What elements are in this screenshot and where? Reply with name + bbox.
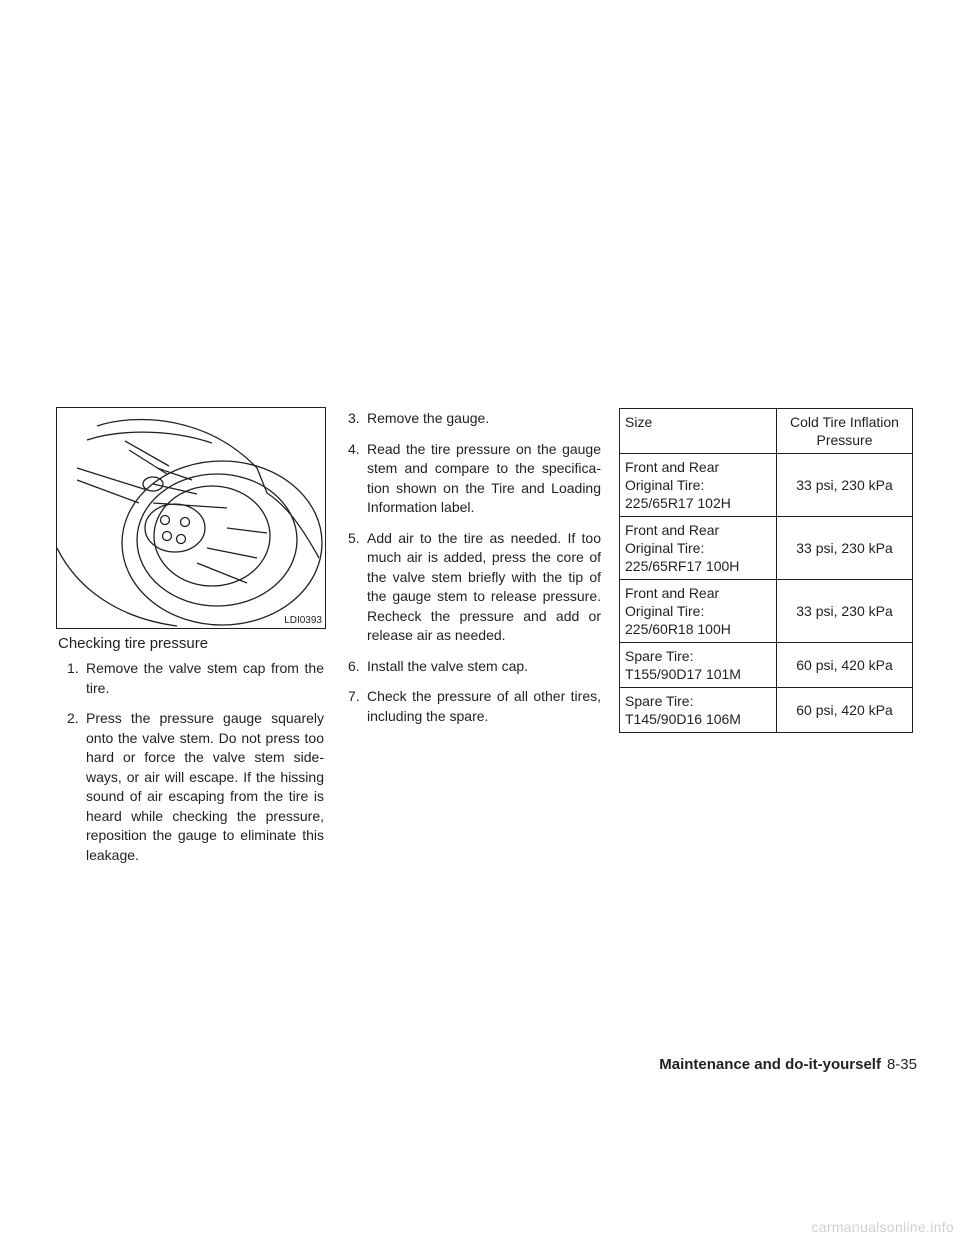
step-number: 7. [348,688,360,704]
tire-size-cell: Front and Rear Original Tire: 225/65RF17 100H [620,517,777,580]
tire-size-cell: Spare Tire: T155/90D17 101M [620,643,777,688]
tire-pressure-figure [56,407,326,629]
footer-section-title: Maintenance and do-it-yourself [659,1056,881,1073]
step-number: 5. [348,529,360,546]
table-row [620,517,913,580]
step-text: Remove the gauge. [367,410,490,426]
table-row [620,688,913,733]
pressure-cell: 60 psi, 420 kPa [777,643,913,688]
table-row [620,580,913,643]
page-number: 8-35 [886,1056,917,1073]
step-text: Press the pressure gauge squarely onto the valve stem. Do not press too hard or force the valve stem side-ways, or air will escape. If the hissing sound of air escaping from the tire is heard while checking the pressure, reposition the gauge to eliminate this leakage. [86,710,324,863]
table-header-row [620,409,913,454]
step-text: Check the pressure of all other tires, including the spare. [367,688,601,724]
step-number: 4. [348,440,360,457]
list-item [348,657,601,677]
list-item [348,529,601,646]
step-number: 6. [348,657,360,674]
pressure-cell: 33 psi, 230 kPa [777,580,913,643]
watermark: carmanualsonline.info [811,1219,954,1235]
tire-size-cell: Front and Rear Original Tire: 225/65R17 102H [620,454,777,517]
tire-size-cell: Front and Rear Original Tire: 225/60R18 100H [620,580,777,643]
tire-pressure-table [619,408,913,733]
list-item [348,409,601,429]
table-row [620,454,913,517]
step-text: Remove the valve stem cap from the tire. [86,660,324,696]
table-row [620,643,913,688]
step-number: 2. [67,710,79,726]
column-header-pressure: Cold Tire Inflation Pressure [777,409,913,454]
pressure-cell: 60 psi, 420 kPa [777,688,913,733]
pressure-cell: 33 psi, 230 kPa [777,517,913,580]
tire-size-cell: Spare Tire: T145/90D16 106M [620,688,777,733]
step-text: Read the tire pressure on the gauge stem and compare to the specifica-tion shown on the Tire and Loading Information label. [367,440,601,515]
step-number: 1. [67,660,79,676]
figure-code: LDI0393 [284,615,322,626]
step-text: Add air to the tire as needed. If too much air is added, press the core of the valve stem briefly with the tip of the gauge stem to release pressure. Recheck the pressure and add or release air as needed. [367,529,601,643]
steps-list-col1 [67,659,324,876]
page-footer [659,1056,917,1073]
list-item [67,659,324,698]
step-text: Install the valve stem cap. [367,657,529,674]
step-number: 3. [348,410,360,426]
column-header-size: Size [620,409,777,454]
list-item [348,440,601,518]
steps-list-col2 [348,409,601,737]
tire-pressure-gauge-illustration [57,408,325,628]
section-title: Checking tire pressure [58,635,209,652]
list-item [67,709,324,865]
pressure-cell: 33 psi, 230 kPa [777,454,913,517]
list-item [348,687,601,726]
